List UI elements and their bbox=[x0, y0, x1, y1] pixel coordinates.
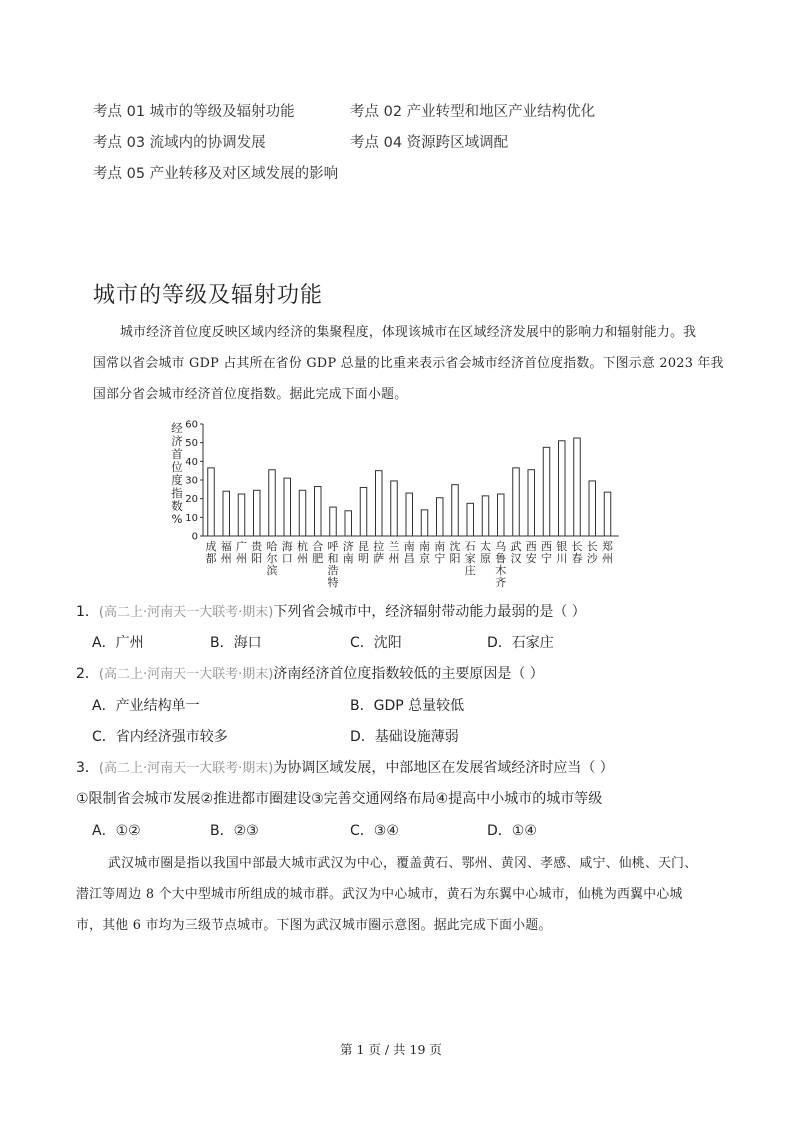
y-tick-label: 30 bbox=[185, 475, 198, 487]
bar-哈尔滨 bbox=[269, 470, 276, 536]
bar-石家庄 bbox=[467, 503, 474, 536]
q3-option-b[interactable]: B．②③ bbox=[210, 823, 259, 839]
x-tick-label: 西 bbox=[525, 540, 537, 553]
x-tick-label: 西 bbox=[541, 540, 552, 553]
wuhan-line-1: 武汉城市圈是指以我国中部最大城市武汉为中心，覆盖黄石、鄂州、黄冈、孝感、咸宁、仙桃、天门、 bbox=[108, 856, 698, 871]
x-tick-label: 石 bbox=[464, 540, 476, 553]
topic-1: 考点 01 城市的等级及辐射功能 bbox=[93, 104, 295, 120]
y-axis-label-char: % bbox=[171, 512, 183, 526]
x-tick-label: 郑 bbox=[602, 540, 613, 553]
wuhan-line-3: 市，其他 6 市均为三级节点城市。下图为武汉城市圈示意图。据此完成下面小题。 bbox=[76, 918, 552, 933]
topic-2: 考点 02 产业转型和地区产业结构优化 bbox=[350, 104, 596, 120]
x-tick-label: 沙 bbox=[586, 552, 598, 565]
bar-广州 bbox=[238, 494, 245, 536]
bar-拉萨 bbox=[376, 471, 383, 536]
x-tick-label: 州 bbox=[297, 552, 308, 565]
question-source: (高二上·河南天一大联考·期末) bbox=[98, 667, 274, 682]
y-tick-label: 40 bbox=[185, 456, 198, 468]
bar-西安 bbox=[528, 470, 535, 536]
question-number: 1． bbox=[76, 604, 99, 620]
bar-南京 bbox=[421, 510, 428, 536]
x-tick-label: 京 bbox=[419, 552, 430, 565]
question-stem: 下列省会城市中，经济辐射带动能力最弱的是（ ） bbox=[273, 604, 586, 620]
x-tick-label: 齐 bbox=[495, 576, 507, 589]
question-3 bbox=[76, 757, 614, 777]
topic-4: 考点 04 资源跨区域调配 bbox=[350, 135, 509, 151]
x-tick-label: 汉 bbox=[510, 552, 522, 565]
bar-太原 bbox=[482, 496, 489, 536]
question-stem: 济南经济首位度指数较低的主要原因是（ ） bbox=[273, 666, 544, 682]
x-tick-label: 明 bbox=[358, 552, 369, 565]
q3-option-d[interactable]: D．①④ bbox=[487, 823, 537, 839]
x-tick-label: 济 bbox=[342, 540, 354, 553]
x-tick-label: 庄 bbox=[464, 564, 476, 577]
bar-福州 bbox=[223, 491, 230, 536]
question-source: (高二上·河南天一大联考·期末) bbox=[98, 605, 274, 620]
x-tick-label: 州 bbox=[602, 552, 613, 565]
y-tick-label: 50 bbox=[185, 438, 198, 450]
topic-3: 考点 03 流域内的协调发展 bbox=[93, 135, 266, 151]
question-source: (高二上·河南天一大联考·期末) bbox=[98, 761, 274, 776]
page-number: 第 1 页 / 共 19 页 bbox=[340, 1042, 442, 1057]
q3-statement: ①限制省会城市发展②推进都市圈建设③完善交通网络布局④提高中小城市的城市等级 bbox=[76, 791, 603, 807]
question-2 bbox=[76, 663, 544, 683]
x-tick-label: 南 bbox=[434, 540, 446, 553]
x-tick-label: 成 bbox=[205, 540, 217, 553]
y-axis-label-char: 位 bbox=[171, 460, 183, 474]
bar-杭州 bbox=[299, 490, 306, 536]
x-tick-label: 滨 bbox=[266, 564, 278, 577]
x-tick-label: 南 bbox=[403, 540, 415, 553]
x-tick-label: 浩 bbox=[327, 564, 339, 577]
x-tick-label: 州 bbox=[236, 552, 247, 565]
x-tick-label: 州 bbox=[220, 552, 232, 565]
x-tick-label: 银 bbox=[556, 540, 568, 553]
y-tick-label: 0 bbox=[191, 531, 198, 543]
gdp-primacy-chart bbox=[160, 408, 630, 593]
question-number: 2． bbox=[76, 666, 99, 682]
bar-郑州 bbox=[604, 492, 611, 536]
q3-option-c[interactable]: C．③④ bbox=[350, 823, 399, 839]
q1-option-d[interactable]: D．石家庄 bbox=[487, 635, 554, 651]
x-tick-label: 川 bbox=[556, 552, 568, 565]
x-tick-label: 特 bbox=[327, 576, 339, 589]
x-tick-label: 和 bbox=[327, 552, 339, 565]
bar-济南 bbox=[345, 511, 352, 536]
y-tick-label: 20 bbox=[185, 494, 198, 506]
bar-乌鲁木齐 bbox=[498, 494, 505, 536]
x-tick-label: 福 bbox=[220, 540, 232, 553]
intro-line-1: 城市经济首位度反映区域内经济的集聚程度，体现该城市在区域经济发展中的影响力和辐射能力。我 bbox=[120, 325, 697, 340]
bar-昆明 bbox=[360, 487, 367, 536]
bar-海口 bbox=[284, 478, 291, 536]
x-tick-label: 拉 bbox=[373, 540, 385, 553]
x-tick-label: 海 bbox=[281, 540, 293, 553]
y-tick-label: 60 bbox=[185, 419, 198, 431]
q2-option-c[interactable]: C．省内经济强市较多 bbox=[92, 729, 228, 745]
bar-武汉 bbox=[513, 468, 520, 536]
q1-option-b[interactable]: B．海口 bbox=[210, 635, 262, 651]
q1-option-a[interactable]: A．广州 bbox=[92, 635, 144, 651]
q2-option-a[interactable]: A．产业结构单一 bbox=[92, 698, 200, 714]
y-axis-label-char: 数 bbox=[171, 499, 183, 513]
x-tick-label: 广 bbox=[236, 540, 247, 553]
x-tick-label: 呼 bbox=[327, 540, 339, 553]
topic-5: 考点 05 产业转移及对区域发展的影响 bbox=[93, 166, 339, 182]
y-tick-label: 10 bbox=[185, 512, 198, 524]
bar-呼和浩特 bbox=[330, 507, 337, 536]
bar-银川 bbox=[559, 441, 566, 536]
bar-长沙 bbox=[589, 481, 596, 536]
x-tick-label: 长 bbox=[586, 540, 598, 553]
x-tick-label: 都 bbox=[205, 552, 217, 565]
bar-长春 bbox=[574, 438, 581, 536]
x-tick-label: 昌 bbox=[403, 552, 415, 565]
intro-line-3: 国部分省会城市经济首位度指数。据此完成下面小题。 bbox=[93, 387, 408, 402]
q1-option-c[interactable]: C．沈阳 bbox=[350, 635, 402, 651]
x-tick-label: 宁 bbox=[434, 552, 446, 565]
bar-合肥 bbox=[315, 487, 322, 536]
section-title: 城市的等级及辐射功能 bbox=[93, 283, 324, 308]
x-tick-label: 沈 bbox=[449, 540, 461, 553]
x-tick-label: 乌 bbox=[495, 540, 507, 553]
x-tick-label: 口 bbox=[281, 552, 293, 565]
y-axis-label-char: 指 bbox=[171, 486, 183, 500]
bar-兰州 bbox=[391, 481, 398, 536]
intro-line-2: 国常以省会城市 GDP 占其所在省份 GDP 总量的比重来表示省会城市经济首位度指数。下图示意 2023 年我 bbox=[93, 356, 724, 371]
x-tick-label: 安 bbox=[525, 552, 537, 565]
x-tick-label: 长 bbox=[571, 540, 583, 553]
x-tick-label: 春 bbox=[571, 552, 583, 565]
x-tick-label: 太 bbox=[480, 540, 491, 553]
y-axis-label-char: 度 bbox=[171, 473, 183, 487]
x-tick-label: 家 bbox=[464, 552, 476, 565]
question-1 bbox=[76, 601, 586, 621]
x-tick-label: 杭 bbox=[297, 540, 308, 553]
x-tick-label: 阳 bbox=[251, 552, 263, 565]
x-tick-label: 贵 bbox=[251, 540, 263, 553]
wuhan-line-2: 潜江等周边 8 个大中型城市所组成的城市群。武汉为中心城市，黄石为东翼中心城市，仙桃为西翼中心城 bbox=[76, 887, 683, 902]
x-tick-label: 鲁 bbox=[495, 552, 507, 565]
x-tick-label: 原 bbox=[480, 552, 491, 565]
question-number: 3． bbox=[76, 760, 99, 776]
bar-沈阳 bbox=[452, 485, 459, 536]
y-axis-label-char: 经 bbox=[171, 421, 183, 435]
bar-南宁 bbox=[437, 498, 444, 536]
bar-西宁 bbox=[543, 447, 550, 536]
x-tick-label: 宁 bbox=[541, 552, 552, 565]
y-axis-label-char: 济 bbox=[171, 434, 183, 448]
x-tick-label: 南 bbox=[342, 552, 354, 565]
y-axis-label-char: 首 bbox=[171, 447, 183, 461]
x-tick-label: 昆 bbox=[358, 540, 369, 553]
question-stem: 为协调区域发展，中部地区在发展省域经济时应当（ ） bbox=[273, 760, 614, 776]
x-tick-label: 哈 bbox=[266, 540, 278, 553]
q2-option-b[interactable]: B．GDP 总量较低 bbox=[350, 698, 465, 714]
x-tick-label: 合 bbox=[312, 540, 324, 553]
x-tick-label: 南 bbox=[419, 540, 430, 553]
x-tick-label: 萨 bbox=[373, 552, 385, 565]
q2-option-d[interactable]: D．基础设施薄弱 bbox=[350, 729, 459, 745]
bar-贵阳 bbox=[254, 490, 261, 536]
bar-成都 bbox=[208, 468, 215, 536]
x-tick-label: 肥 bbox=[312, 552, 324, 565]
x-tick-label: 兰 bbox=[388, 540, 400, 553]
x-tick-label: 阳 bbox=[449, 552, 461, 565]
x-tick-label: 州 bbox=[388, 552, 400, 565]
bar-南昌 bbox=[406, 493, 413, 536]
x-tick-label: 尔 bbox=[266, 552, 278, 565]
x-tick-label: 武 bbox=[510, 540, 522, 553]
q3-option-a[interactable]: A．①② bbox=[92, 823, 141, 839]
x-tick-label: 木 bbox=[495, 564, 507, 577]
